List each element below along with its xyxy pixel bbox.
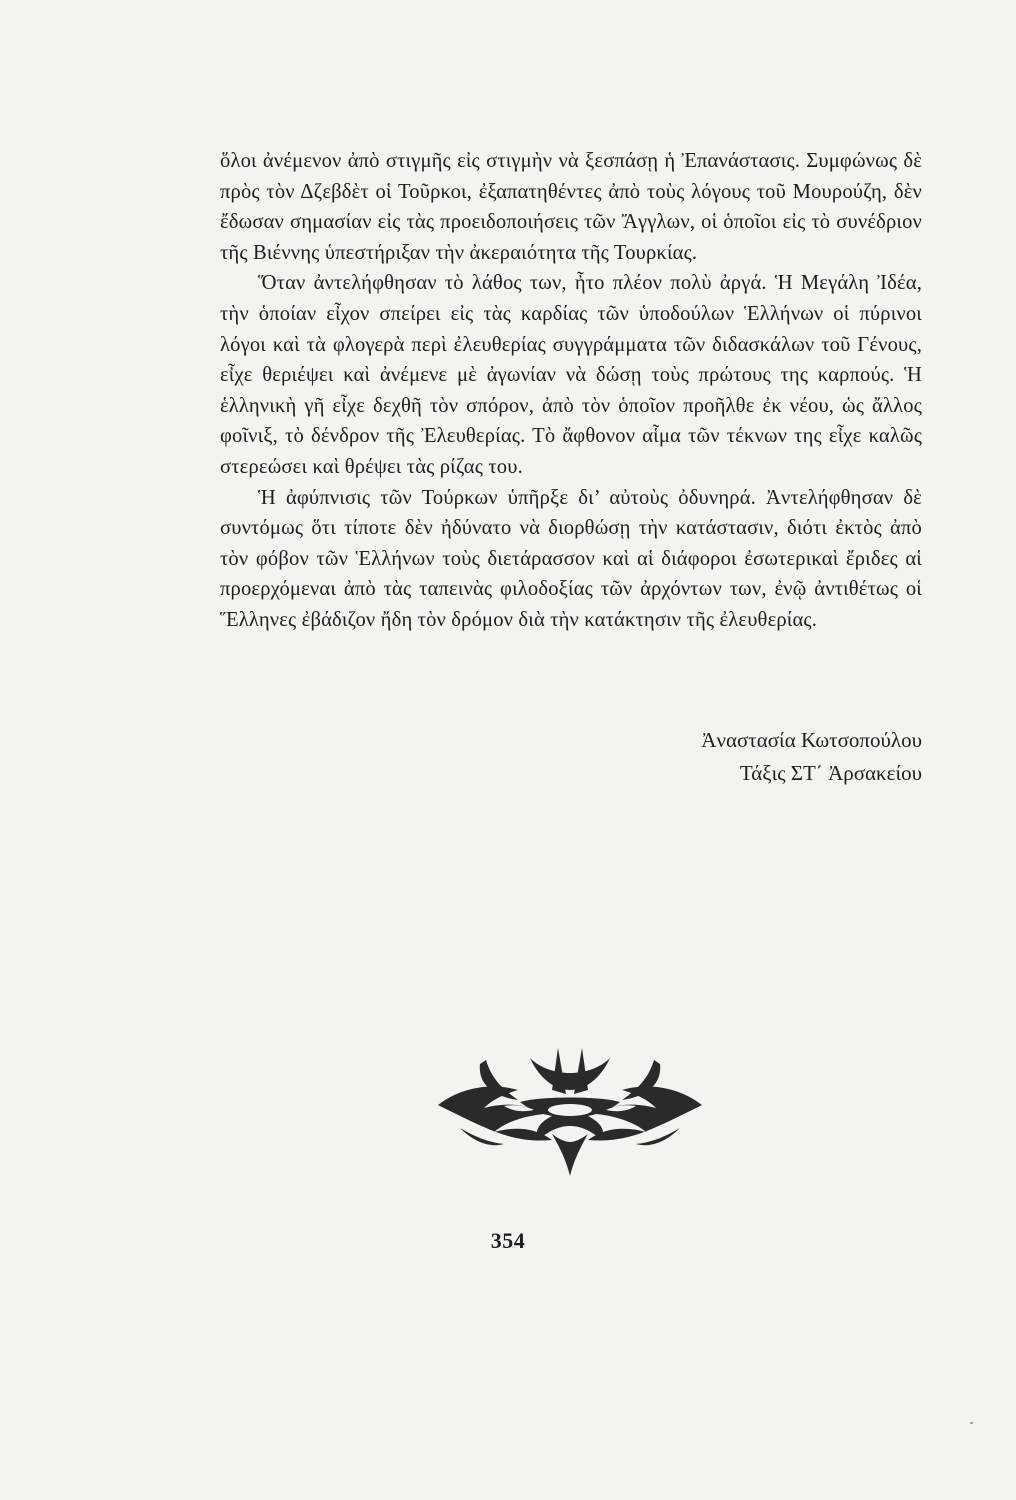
paragraph-3: Ἡ ἀφύπνισις τῶν Τούρκων ὑπῆρξε δι’ αὐτοὺς ὀδυνηρά. Ἀντελήφθησαν δὲ συντόμως ὅτι τίποτε δὲν ἠδύνατο νὰ διορθώσῃ τὴν κατάστασιν, διότι ἐκτὸς ἀπὸ τὸν φόβον τῶν Ἑλλήνων τοὺς διετάρασσον καὶ αἱ διάφοροι ἐσωτερικαὶ ἔριδες αἱ προερχόμεναι ἀπὸ τὰς ταπεινὰς φιλοδοξίας τῶν ἀρχόντων των, ἐνῷ ἀντιθέτως οἱ Ἕλληνες ἐβάδιζον ἤδη τὸν δρόμον διὰ τὴν κατάκτησιν τῆς ἐλευθερίας. [220,486,922,631]
paper-speck [970,1422,973,1424]
signature-block [701,724,922,790]
author-name: Ἀναστασία Κωτσοπούλου [701,728,922,752]
tribal-ornament-icon [420,1030,720,1180]
paragraph-1: ὅλοι ἀνέμενον ἀπὸ στιγμῆς εἰς στιγμὴν νὰ ξεσπάσῃ ἡ Ἐπανάστασις. Συμφώνως δὲ πρὸς τὸν Δζεβδὲτ οἱ Τοῦρκοι, ἐξαπατηθέντες ἀπὸ τοὺς λόγους τοῦ Μουρούζη, δὲν ἔδωσαν σημασίαν εἰς τὰς προειδοποιήσεις τῶν Ἄγγλων, οἱ ὁποῖοι εἰς τὸ συνέδριον τῆς Βιέννης ὑπεστήριξαν τὴν ἀκεραιότητα τῆς Τουρκίας. [220,150,922,264]
paragraph-2: Ὅταν ἀντελήφθησαν τὸ λάθος των, ἦτο πλέον πολὺ ἀργά. Ἡ Μεγάλη Ἰδέα, τὴν ὁποίαν εἶχον σπείρει εἰς τὰς καρδίας τῶν ὑποδούλων Ἑλλήνων οἱ πύρινοι λόγοι καὶ τὰ φλογερὰ περὶ ἐλευθερίας συγγράμματα τῶν διδασκάλων τοῦ Γένους, εἶχε θεριέψει καὶ ἀνέμενε μὲ ἀγωνίαν νὰ δώσῃ τοὺς πρώτους της καρπούς. Ἡ ἑλληνικὴ γῆ εἶχε δεχθῆ τὸν σπόρον, ἀπὸ τὸν ὁποῖον προῆλθε ἐκ νέου, ὡς ἄλλος φοῖνιξ, τὸ δένδρον τῆς Ἐλευθερίας. Τὸ ἄφθονον αἷμα τῶν τέκνων της εἶχε καλῶς στερεώσει καὶ θρέψει τὰς ρίζας του. [220,272,922,478]
page-number: 354 [490,1228,526,1253]
author-class: Τάξις ΣΤ΄ Ἀρσακείου [739,761,922,785]
body-text [220,146,922,636]
